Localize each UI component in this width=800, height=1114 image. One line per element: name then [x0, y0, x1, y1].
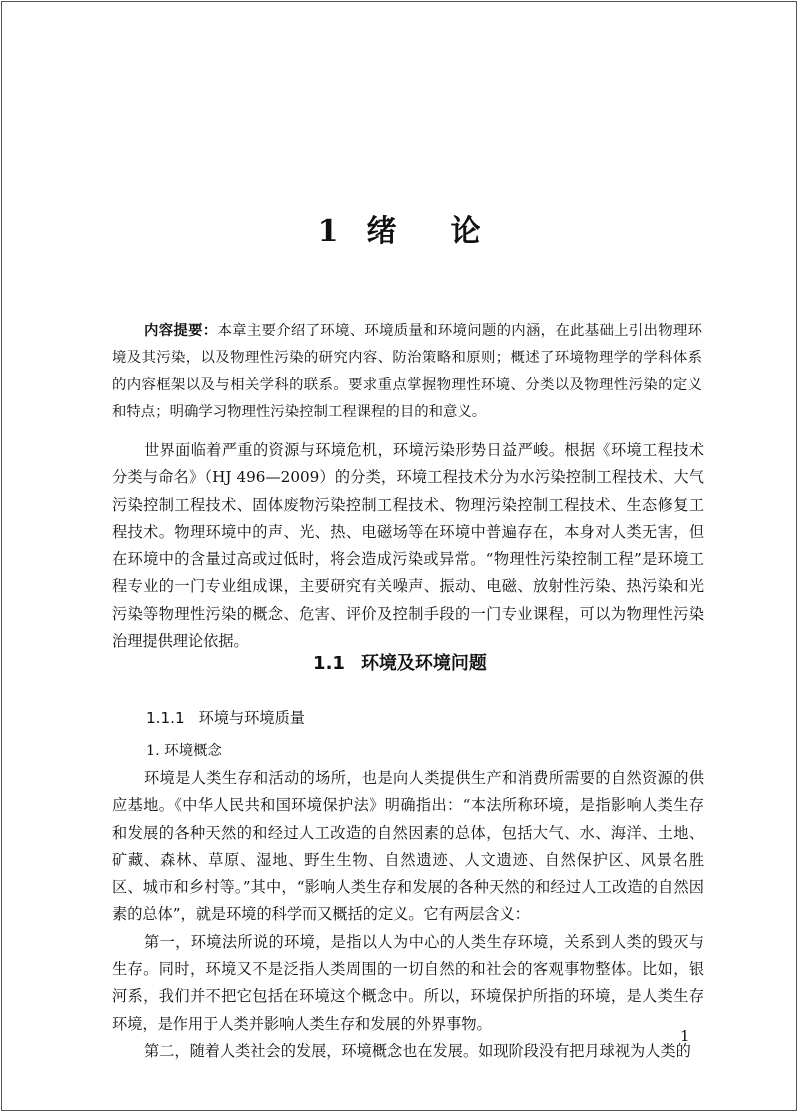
- abstract-text: 本章主要介绍了环境、环境质量和环境问题的内涵，在此基础上引出物理环境及其污染，以及物理性污染的研究内容、防治策略和原则；概述了环境物理学的学科体系的内容框架以及与相关学科的联系。要求重点掌握物理性环境、分类以及物理性污染的定义和特点；明确学习物理性污染控制工程课程的目的和意义。: [112, 323, 702, 420]
- intro-paragraph: 世界面临着严重的资源与环境危机，环境污染形势日益严峻。根据《环境工程技术分类与命名》（HJ 496—2009）的分类，环境工程技术分为水污染控制工程技术、大气污染控制工程技术、固体废物污染控制工程技术、物理污染控制工程技术、生态修复工程技术。物理环境中的声、光、热、电磁场等在环境中普遍存在，本身对人类无害，但在环境中的含量过高或过低时，将会造成污染或异常。“物理性污染控制工程”是环境工程专业的一门专业组成课，主要研究有关噪声、振动、电磁、放射性污染、热污染和光污染等物理性污染的概念、危害、评价及控制手段的一门专业课程，可以为物理性污染治理提供理论依据。: [112, 441, 704, 651]
- chapter-number: 1: [317, 214, 341, 249]
- section-heading: [0, 649, 800, 675]
- item-heading: 1. 环境概念: [146, 743, 222, 759]
- chapter-title-part1: 绪: [366, 214, 399, 249]
- body-paragraph: 环境是人类生存和活动的场所，也是向人类提供生产和消费所需要的自然资源的供应基地。《中华人民共和国环境保护法》明确指出：“本法所称环境，是指影响人类生存和发展的各种天然的和经过人工改造的自然因素的总体，包括大气、水、海洋、土地、矿藏、森林、草原、湿地、野生生物、自然遗迹、人文遗迹、自然保护区、风景名胜区、城市和乡村等。”其中，“影响人类生存和发展的各种天然的和经过人工改造的自然因素的总体”，就是环境的科学而又概括的定义。它有两层含义：: [112, 769, 704, 924]
- section-title: 环境及环境问题: [360, 653, 487, 674]
- page-number: 1: [680, 1027, 690, 1045]
- subsection-number: 1.1.1: [146, 709, 185, 727]
- subsection-heading: [146, 707, 305, 728]
- chapter-abstract: [112, 318, 702, 426]
- abstract-label: 内容提要：: [144, 323, 218, 339]
- body-paragraph: 第二，随着人类社会的发展，环境概念也在发展。如现阶段没有把月球视为人类的: [144, 1041, 691, 1060]
- body-paragraph: 第一，环境法所说的环境，是指以人为中心的人类生存环境，关系到人类的毁灭与生存。同时，环境又不是泛指人类周围的一切自然的和社会的客观事物整体。比如，银河系，我们并不把它包括在环境这个概念中。所以，环境保护所指的环境，是人类生存环境，是作用于人类并影响人类生存和发展的外界事物。: [112, 932, 704, 1033]
- body-text: [112, 765, 704, 1065]
- subsection-title: 环境与环境质量: [198, 709, 305, 727]
- section-number: 1.1: [313, 653, 345, 674]
- chapter-title-part2: 论: [450, 214, 483, 249]
- chapter-title: [0, 206, 800, 250]
